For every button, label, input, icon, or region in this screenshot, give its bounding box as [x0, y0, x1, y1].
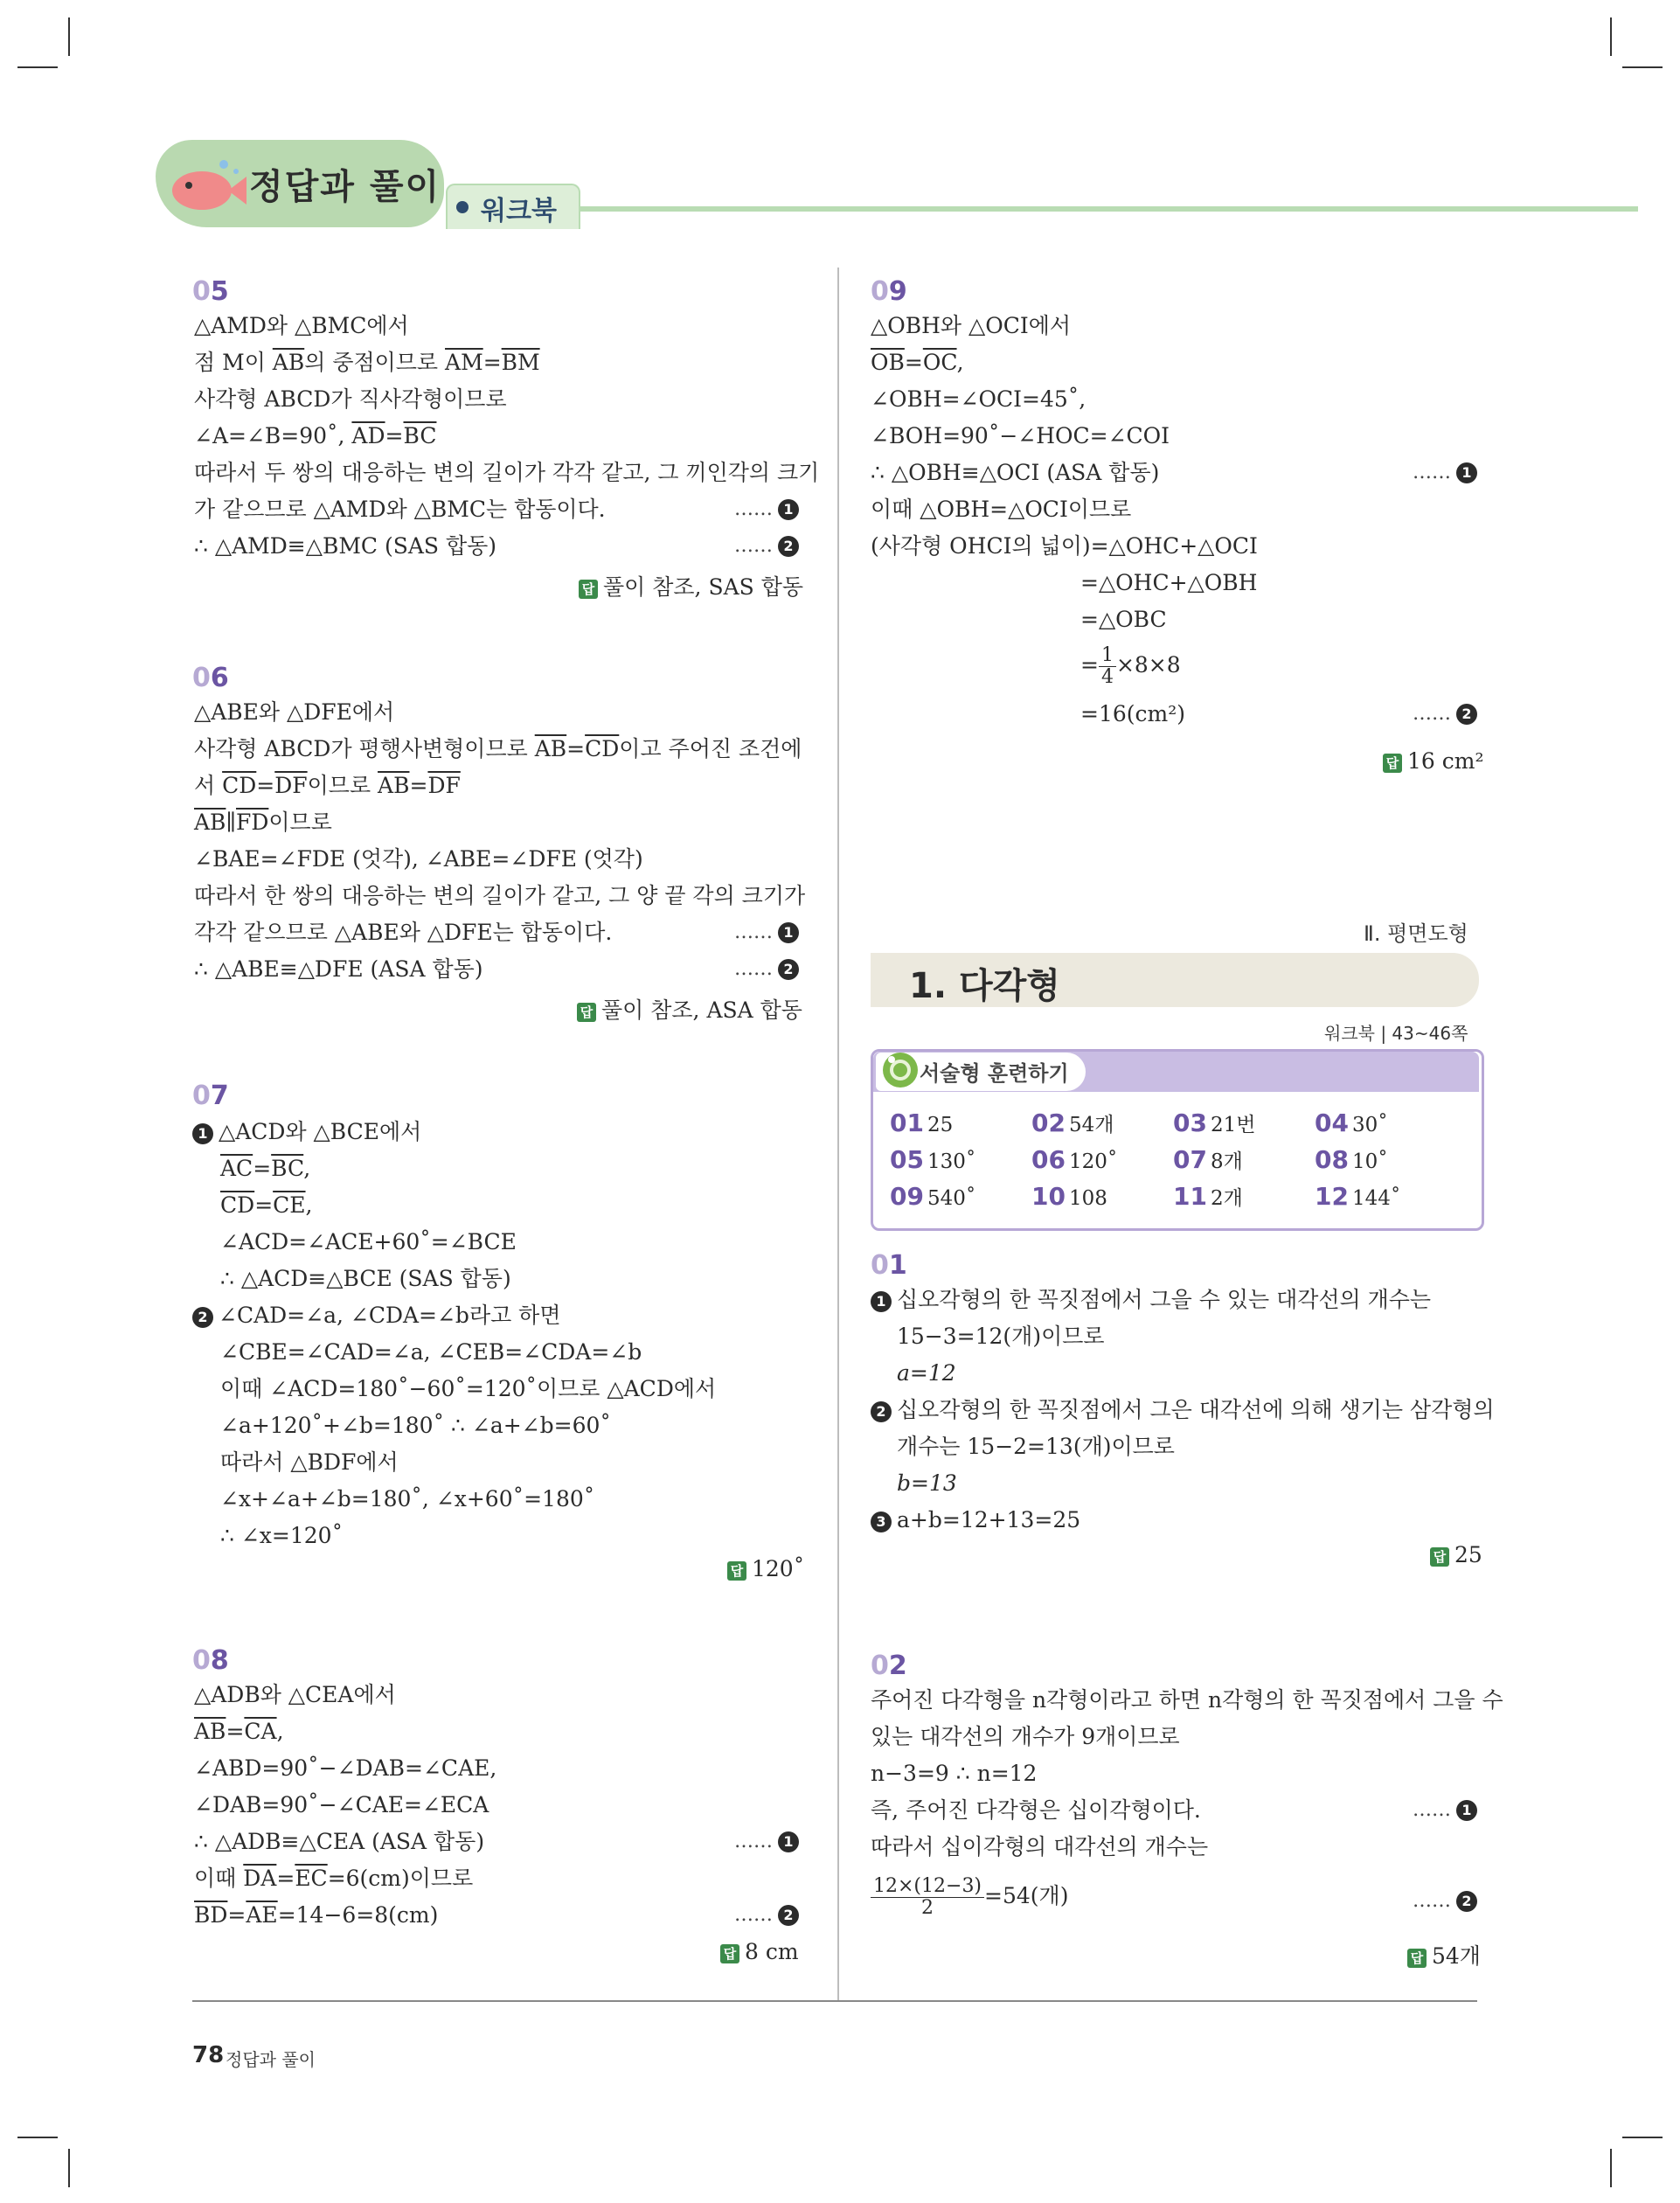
- answer: 답 8 cm: [720, 1939, 799, 1964]
- solution-line: 1 십오각형의 한 꼭짓점에서 그을 수 있는 대각선의 개수는: [871, 1287, 1431, 1313]
- header-rule: [559, 206, 1638, 212]
- solution-line: a=12: [897, 1360, 956, 1386]
- step-marker: …… 2: [1413, 1890, 1477, 1912]
- answer-grid-item: 10 108: [1031, 1182, 1107, 1211]
- solution-line: ∠ABD=90˚−∠DAB=∠CAE,: [194, 1755, 497, 1781]
- solution-line: 이때 △OBH=△OCI이므로: [871, 497, 1132, 522]
- solution-line: 따라서 두 쌍의 대응하는 변의 길이가 각각 같고, 그 끼인각의 크기: [194, 460, 820, 485]
- solution-line: = $\frac{1}{4}$ ×8×8: [1080, 644, 1181, 688]
- problem-number: 06: [192, 663, 229, 693]
- solution-line: ∠A=∠B=90˚, $\overline{AD}=\overline{BC}$: [194, 423, 437, 448]
- solution-line: 각각 같으므로 △ABE와 △DFE는 합동이다.: [194, 920, 613, 945]
- solution-line: 가 같으므로 △AMD와 △BMC는 합동이다.: [194, 497, 606, 522]
- solution-line: $\frac{12\times(12-3)}{2}$ =54(개): [871, 1876, 1068, 1919]
- solution-line: 따라서 한 쌍의 대응하는 변의 길이가 같고, 그 양 끝 각의 크기가: [194, 883, 806, 908]
- fraction: $\frac{1}{4}$: [1099, 645, 1116, 688]
- step-marker: …… 1: [1413, 462, 1477, 483]
- solution-line: ∴ △ACD≡△BCE (SAS 합동): [220, 1266, 511, 1291]
- step-marker: …… 1: [1413, 1799, 1477, 1821]
- answer-grid-item: 09 540˚: [890, 1182, 976, 1211]
- solution-line: 즉, 주어진 다각형은 십이각형이다.: [871, 1797, 1201, 1823]
- solution-line: 점 M이 $\overline{AB}$의 중점이므로 $\overline{AM}=\overline{BM}$: [194, 350, 540, 375]
- problem-number: 07: [192, 1081, 229, 1111]
- solution-line: ∠x+∠a+∠b=180˚, ∠x+60˚=180˚: [220, 1486, 595, 1512]
- solution-line: ∠a+120˚+∠b=180˚ ∴ ∠a+∠b=60˚: [220, 1413, 611, 1438]
- solution-line: 이때 ∠ACD=180˚−60˚=120˚이므로 △ACD에서: [220, 1376, 717, 1401]
- answer: 답 25: [1430, 1542, 1482, 1567]
- solution-line: ∠ACD=∠ACE+60˚=∠BCE: [220, 1229, 517, 1254]
- footer-text: 정답과 풀이: [226, 2049, 316, 2070]
- solution-line: 주어진 다각형을 n각형이라고 하면 n각형의 한 꼭짓점에서 그을 수: [871, 1687, 1503, 1713]
- solution-line: ∴ △ADB≡△CEA (ASA 합동): [194, 1829, 485, 1854]
- solution-line: =△OHC+△OBH: [1080, 570, 1258, 595]
- answer-summary-title: 서술형 훈련하기: [920, 1061, 1069, 1086]
- solution-line: $\overline{CD}=\overline{CE}$,: [220, 1192, 313, 1218]
- solution-line: $\overline{OB}=\overline{OC}$,: [871, 350, 964, 375]
- solution-line: △ADB와 △CEA에서: [194, 1682, 396, 1707]
- section-label: Ⅱ. 평면도형: [1364, 921, 1468, 946]
- solution-line: ∠OBH=∠OCI=45˚,: [871, 386, 1086, 412]
- answer-grid-item: 11 2개: [1173, 1182, 1243, 1211]
- solution-line: ∴ △OBH≡△OCI (ASA 합동): [871, 460, 1160, 485]
- step-marker: …… 2: [1413, 703, 1477, 725]
- solution-line: =16(cm²): [1080, 701, 1185, 726]
- tab-dot-icon: [456, 201, 469, 213]
- answer-grid-item: 06 120˚: [1031, 1145, 1118, 1174]
- step-marker: …… 1: [734, 498, 799, 520]
- solution-line: ∠BOH=90˚−∠HOC=∠COI: [871, 423, 1170, 448]
- answer-grid-item: 08 10˚: [1315, 1145, 1388, 1174]
- answer-grid-item: 02 54개: [1031, 1108, 1114, 1137]
- header-title: 정답과 풀이: [249, 167, 441, 207]
- answer: 답 16 cm²: [1383, 748, 1484, 774]
- answer-grid-item: 04 30˚: [1315, 1108, 1388, 1137]
- fish-icon: [163, 156, 250, 226]
- problem-number: 09: [871, 276, 907, 307]
- solution-line: ∠DAB=90˚−∠CAE=∠ECA: [194, 1792, 489, 1817]
- answer-grid-item: 12 144˚: [1315, 1182, 1401, 1211]
- answer-grid-item: 05 130˚: [890, 1145, 976, 1174]
- solution-line: ∴ ∠x=120˚: [220, 1523, 344, 1548]
- solution-line: 따라서 △BDF에서: [220, 1449, 399, 1475]
- solution-line: 따라서 십이각형의 대각선의 개수는: [871, 1834, 1209, 1859]
- column-divider: [837, 268, 839, 2000]
- solution-line: △AMD와 △BMC에서: [194, 313, 409, 338]
- step-marker: …… 2: [734, 535, 799, 557]
- solution-line: 있는 대각선의 개수가 9개이므로: [871, 1724, 1180, 1749]
- solution-line: 2 십오각형의 한 꼭짓점에서 그은 대각선에 의해 생기는 삼각형의: [871, 1397, 1495, 1423]
- solution-line: n−3=9 ∴ n=12: [871, 1761, 1038, 1786]
- answer: 답 풀이 참조, ASA 합동: [577, 993, 802, 1025]
- section-title: 1. 다각형: [909, 966, 1060, 1006]
- solution-line: (사각형 OHCI의 넓이)=△OHC+△OCI: [871, 533, 1258, 559]
- bottom-rule: [192, 2000, 1477, 2002]
- solution-line: $\overline{BD}=\overline{AE}=14-6=8(cm)$: [194, 1902, 439, 1928]
- solution-line: $\overline{AB}\parallel\overline{FD}$이므로: [194, 810, 332, 835]
- solution-line: 1 △ACD와 △BCE에서: [192, 1119, 421, 1145]
- solution-line: 15−3=12(개)이므로: [897, 1324, 1105, 1349]
- solution-line: =△OBC: [1080, 607, 1167, 632]
- answer: 답 120˚: [727, 1556, 804, 1581]
- step-marker: …… 1: [734, 1831, 799, 1852]
- answer-grid-item: 07 8개: [1173, 1145, 1243, 1174]
- workbook-tab-label: 워크북: [481, 196, 557, 226]
- answer: 답 풀이 참조, SAS 합동: [579, 570, 803, 601]
- solution-line: 사각형 ABCD가 평행사변형이므로 $\overline{AB}=\overline{CD}$이고 주어진 조건에: [194, 736, 802, 761]
- problem-number: 05: [192, 276, 229, 307]
- solution-line: 개수는 15−2=13(개)이므로: [897, 1434, 1175, 1459]
- solution-line: ∠BAE=∠FDE (엇각), ∠ABE=∠DFE (엇각): [194, 846, 643, 872]
- solution-line: ∴ △ABE≡△DFE (ASA 합동): [194, 956, 483, 982]
- solution-line: $\overline{AB}=\overline{CA}$,: [194, 1719, 284, 1744]
- solution-line: ∴ △AMD≡△BMC (SAS 합동): [194, 533, 497, 559]
- chameleon-icon: [879, 1047, 920, 1093]
- solution-line: △ABE와 △DFE에서: [194, 699, 395, 725]
- step-marker: …… 2: [734, 1904, 799, 1926]
- answer: 답 54개: [1407, 1939, 1481, 1970]
- solution-line: 2 ∠CAD=∠a, ∠CDA=∠b라고 하면: [192, 1303, 561, 1329]
- problem-number: 01: [871, 1250, 907, 1281]
- answer-grid-item: 03 21번: [1173, 1108, 1256, 1137]
- step-marker: …… 2: [734, 958, 799, 980]
- problem-number: 02: [871, 1651, 907, 1681]
- solution-line: 사각형 ABCD가 직사각형이므로: [194, 386, 507, 412]
- problem-number: 08: [192, 1645, 229, 1676]
- solution-line: 3 a+b=12+13=25: [871, 1507, 1080, 1533]
- fraction: $\frac{12\times(12-3)}{2}$: [871, 1876, 984, 1919]
- solution-line: △OBH와 △OCI에서: [871, 313, 1072, 338]
- solution-line: $\overline{AC}=\overline{BC}$,: [220, 1156, 311, 1181]
- solution-line: 이때 $\overline{DA}=\overline{EC}=6(cm)$이므로: [194, 1866, 474, 1891]
- solution-line: ∠CBE=∠CAD=∠a, ∠CEB=∠CDA=∠b: [220, 1339, 642, 1365]
- solution-line: b=13: [897, 1470, 957, 1496]
- answer-grid-item: 01 25: [890, 1108, 954, 1137]
- workbook-range: 워크북 | 43~46쪽: [1324, 1023, 1468, 1044]
- step-marker: …… 1: [734, 921, 799, 943]
- page-number: 78: [192, 2042, 225, 2068]
- solution-line: 서 $\overline{CD}=\overline{DF}$이므로 $\overline{AB}=\overline{DF}$: [194, 773, 461, 798]
